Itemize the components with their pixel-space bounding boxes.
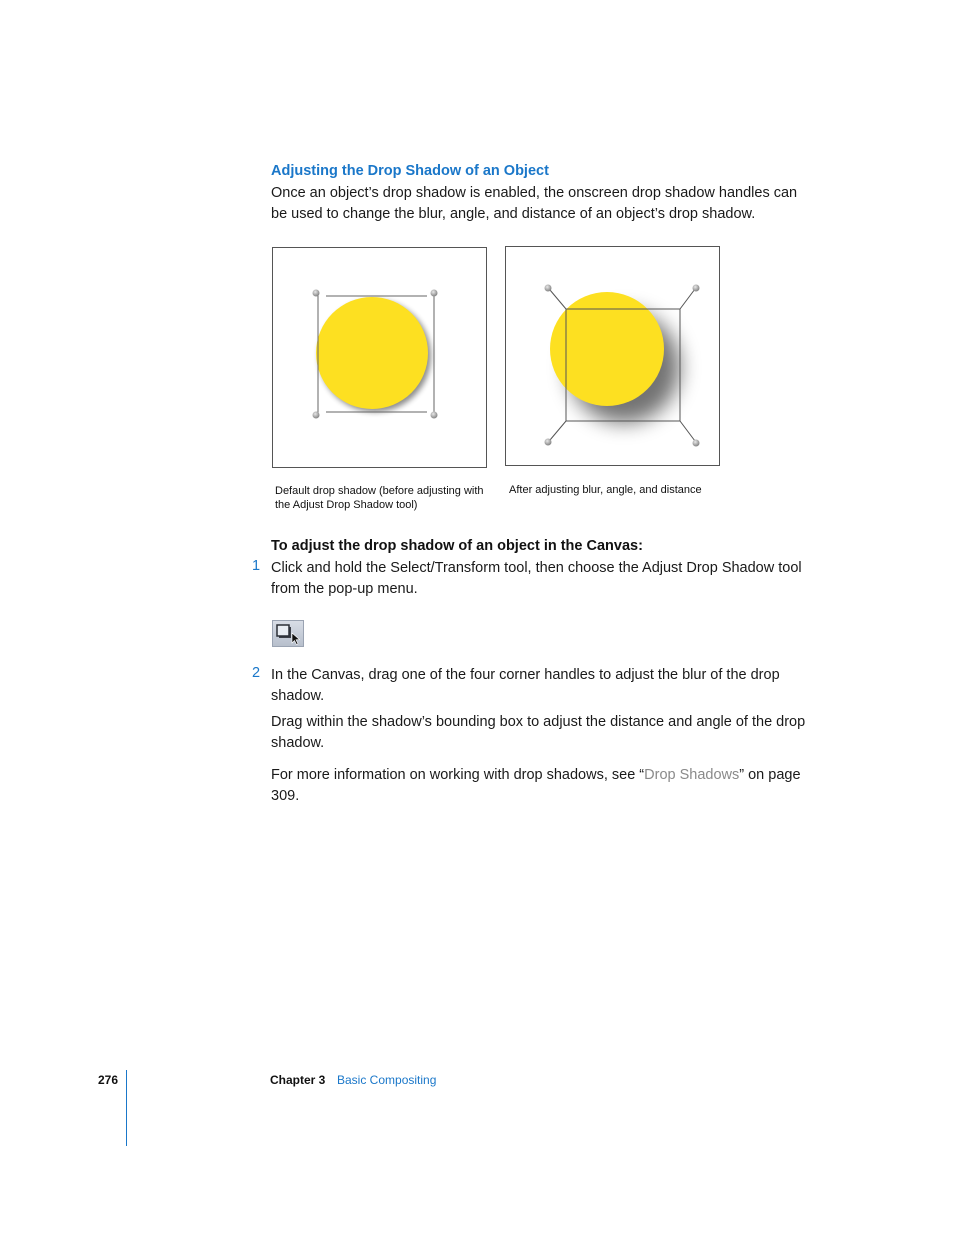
- adjusted-shadow-illustration: [506, 247, 719, 465]
- step-text: In the Canvas, drag one of the four corner handles to adjust the blur of the drop shadow.: [271, 667, 780, 704]
- figure-caption-default: Default drop shadow (before adjusting with the Adjust Drop Shadow tool): [275, 485, 484, 511]
- corner-handle[interactable]: [693, 285, 700, 292]
- footer-chapter-label: Chapter 3: [270, 1073, 326, 1087]
- figure-adjusted-shadow: [505, 246, 720, 466]
- drop-shadows-link[interactable]: Drop Shadows: [644, 767, 740, 783]
- corner-handle[interactable]: [545, 285, 552, 292]
- tool-glyph-icon: [273, 621, 303, 646]
- default-shadow-illustration: [273, 248, 486, 467]
- corner-handle[interactable]: [313, 290, 320, 297]
- more-info-paragraph: [271, 765, 816, 807]
- footer-divider: [126, 1070, 127, 1146]
- footer-chapter-title: Basic Compositing: [337, 1073, 437, 1087]
- corner-handle[interactable]: [431, 412, 438, 419]
- intro-paragraph: Once an object’s drop shadow is enabled, the onscreen drop shadow handles can be used to change the blur, angle, and distance of an object’s drop shadow.: [271, 185, 798, 222]
- adjust-drop-shadow-tool-icon: [272, 620, 304, 647]
- more-info-text: For more information on working with drop shadows, see “: [271, 767, 645, 783]
- step-detail-text: Drag within the shadow’s bounding box to adjust the distance and angle of the drop shadow.: [271, 714, 806, 751]
- corner-handle[interactable]: [545, 439, 552, 446]
- yellow-circle: [316, 297, 428, 409]
- step-text: Click and hold the Select/Transform tool, then choose the Adjust Drop Shadow tool from the pop-up menu.: [271, 560, 802, 597]
- step-number: 1: [252, 558, 261, 574]
- section-heading: Adjusting the Drop Shadow of an Object: [271, 163, 549, 179]
- corner-handle[interactable]: [693, 440, 700, 447]
- figure-caption-adjusted: After adjusting blur, angle, and distance: [509, 484, 702, 496]
- corner-handle[interactable]: [313, 412, 320, 419]
- page-number: 276: [98, 1073, 119, 1087]
- more-info-text-end: ” on page 309.: [271, 767, 801, 804]
- procedure-title: To adjust the drop shadow of an object in the Canvas:: [271, 538, 643, 554]
- corner-handle[interactable]: [431, 290, 438, 297]
- figure-default-shadow: [272, 247, 487, 468]
- step-number: 2: [252, 665, 261, 681]
